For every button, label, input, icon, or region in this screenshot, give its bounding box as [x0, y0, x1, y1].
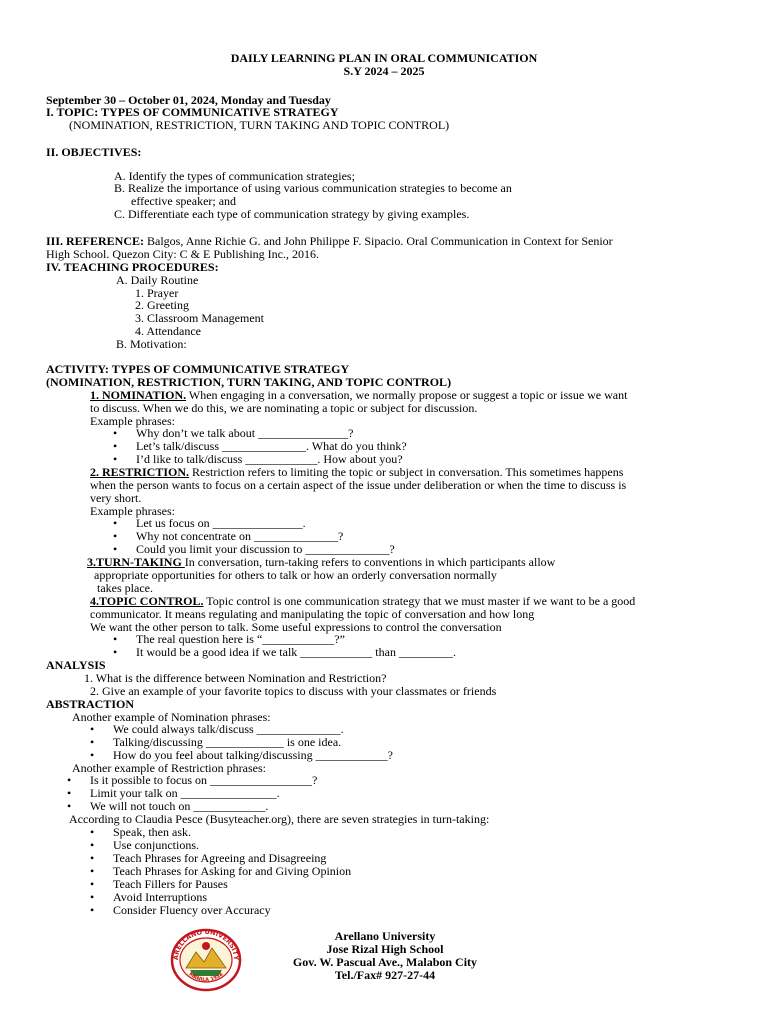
nomination-phrase: • Let’s talk/discuss ______________. What do you think? [136, 440, 407, 453]
svg-text:MANILA 1938: MANILA 1938 [187, 971, 225, 984]
restriction-text: Restriction refers to limiting the topic or subject in conversation. This sometimes happens [189, 465, 624, 479]
turn-taking-strategy: • Avoid Interruptions [113, 891, 207, 904]
restriction-phrase: • Why not concentrate on ______________? [136, 530, 343, 543]
routine-item: 3. Classroom Management [135, 311, 264, 325]
school-name: Jose Rizal High School [326, 942, 444, 956]
abstraction-restriction-phrase: • Limit your talk on ________________. [90, 787, 280, 800]
nomination-phrase: • I’d like to talk/discuss ____________. How about you? [136, 453, 403, 466]
turn-taking-strategy: • Teach Phrases for Agreeing and Disagreeing [113, 852, 326, 865]
nomination-label: 1. NOMINATION. [90, 388, 187, 402]
routine-item: 2. Greeting [135, 298, 189, 312]
turn-taking-strategy: • Use conjunctions. [113, 839, 199, 852]
reference-label: III. REFERENCE: [46, 234, 145, 248]
turn-taking-definition [87, 556, 555, 569]
nomination-phrase: • Why don’t we talk about _______________? [136, 427, 353, 440]
nomination-examples-label: Example phrases: [90, 414, 175, 428]
restriction-text-continued: very short. [90, 491, 142, 505]
reference-text-continued: High School. Quezon City: C & E Publishing Inc., 2016. [46, 247, 319, 261]
turn-taking-text-continued: takes place. [97, 581, 153, 595]
topic-heading: I. TOPIC: TYPES OF COMMUNICATIVE STRATEGY [46, 105, 339, 119]
restriction-definition [90, 466, 623, 479]
pesce-intro: According to Claudia Pesce (Busyteacher.org), there are seven strategies in turn-taking: [69, 812, 490, 826]
topic-control-text-continued: communicator. It means regulating and manipulating the topic of conversation and how long [90, 607, 535, 621]
activity-title: ACTIVITY: TYPES OF COMMUNICATIVE STRATEGY [46, 362, 350, 376]
abstraction-restriction-phrase: • We will not touch on ____________. [90, 800, 268, 813]
motivation [116, 338, 187, 351]
restriction-phrase: • Let us focus on _______________. [136, 517, 306, 530]
turn-taking-strategy: • Teach Fillers for Pauses [113, 878, 228, 891]
school-telfax: Tel./Fax# 927-27-44 [334, 968, 436, 982]
topic-control-phrase: • It would be a good idea if we talk ____________ than _________. [136, 646, 456, 659]
turn-taking-strategy: • Consider Fluency over Accuracy [113, 904, 271, 917]
routine-item: 4. Attendance [135, 324, 201, 338]
analysis-question: 1. What is the difference between Nomination and Restriction? [84, 671, 387, 685]
restriction-label: 2. RESTRICTION. [90, 465, 190, 479]
restriction-examples-label: Example phrases: [90, 504, 175, 518]
routine-item: 1. Prayer [135, 286, 179, 300]
topic-control-text-continued: We want the other person to talk. Some useful expressions to control the conversation [90, 620, 502, 634]
topic-control-label: 4.TOPIC CONTROL. [90, 594, 204, 608]
topic-subtitle: (NOMINATION, RESTRICTION, TURN TAKING AND TOPIC CONTROL) [69, 118, 450, 132]
objective-b-continued: effective speaker; and [131, 194, 237, 208]
university-seal-logo [170, 928, 242, 992]
topic-control-phrase: • The real question here is “____________?” [136, 633, 345, 646]
motivation-label: B. Motivation: [116, 337, 187, 351]
abstraction-nomination-phrase: • How do you feel about talking/discussing ____________? [113, 749, 393, 762]
objective-c: C. Differentiate each type of communication strategy by giving examples. [114, 207, 470, 221]
turn-taking-label: 3.TURN-TAKING [87, 555, 185, 569]
turn-taking-text: In conversation, turn-taking refers to conventions in which participants allow [184, 555, 556, 569]
turn-taking-text-continued: appropriate opportunities for others to talk or how an orderly conversation normally [94, 568, 497, 582]
objective-b: B. Realize the importance of using various communication strategies to become an [114, 181, 512, 195]
svg-text:ARELLANO UNIVERSITY: ARELLANO UNIVERSITY [171, 928, 241, 961]
abstraction-nomination-phrase: • Talking/discussing _____________ is one idea. [113, 736, 341, 749]
school-address: Gov. W. Pascual Ave., Malabon City [292, 955, 478, 969]
nomination-definition [90, 389, 627, 402]
nomination-text-continued: to discuss. When we do this, we are nominating a topic or subject for discussion. [90, 401, 478, 415]
reference-line [46, 235, 613, 248]
reference-text: Balgos, Anne Richie G. and John Philippe F. Sipacio. Oral Communication in Context for Senior [144, 234, 613, 248]
abstraction-heading: ABSTRACTION [46, 697, 135, 711]
nomination-text: When engaging in a conversation, we normally propose or suggest a topic or issue we want [186, 388, 628, 402]
objective-a: A. Identify the types of communication strategies; [114, 169, 355, 183]
school-year: S.Y 2024 – 2025 [343, 64, 425, 78]
turn-taking-strategy: • Teach Phrases for Asking for and Giving Opinion [113, 865, 351, 878]
analysis-heading: ANALYSIS [46, 658, 106, 672]
restriction-phrase: • Could you limit your discussion to ______________? [136, 543, 395, 556]
lesson-date: September 30 – October 01, 2024, Monday and Tuesday [46, 93, 331, 107]
objectives-heading: II. OBJECTIVES: [46, 145, 142, 159]
restriction-phrases-label: Another example of Restriction phrases: [72, 761, 266, 775]
nomination-phrases-label: Another example of Nomination phrases: [72, 710, 271, 724]
university-name: Arellano University [334, 929, 436, 943]
analysis-question: 2. Give an example of your favorite topics to discuss with your classmates or friends [90, 684, 497, 698]
procedures-heading: IV. TEACHING PROCEDURES: [46, 260, 219, 274]
activity-subtitle: (NOMINATION, RESTRICTION, TURN TAKING, AND TOPIC CONTROL) [46, 375, 452, 389]
abstraction-restriction-phrase: • Is it possible to focus on _________________? [90, 774, 317, 787]
daily-routine: A. Daily Routine [116, 273, 199, 287]
topic-control-definition [90, 595, 635, 608]
restriction-text-continued: when the person wants to focus on a certain aspect of the issue under deliberation or when the time to discuss is [90, 478, 627, 492]
topic-control-text: Topic control is one communication strategy that we must master if we want to be a good [203, 594, 636, 608]
abstraction-nomination-phrase: • We could always talk/discuss ______________. [113, 723, 344, 736]
document-title: DAILY LEARNING PLAN IN ORAL COMMUNICATION [230, 51, 538, 65]
turn-taking-strategy: • Speak, then ask. [113, 826, 191, 839]
